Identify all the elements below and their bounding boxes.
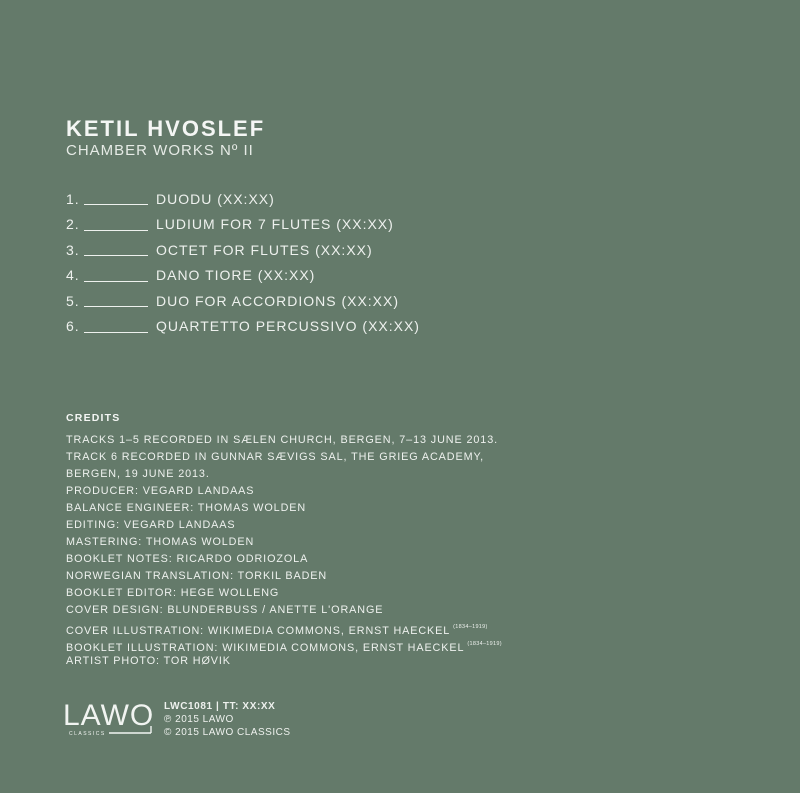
track-item (66, 237, 420, 263)
credit-line: MASTERING: THOMAS WOLDEN (66, 536, 255, 548)
track-list (66, 186, 420, 339)
catalog-number: LWC1081 | TT: XX:XX (164, 701, 276, 712)
track-title: LUDIUM FOR 7 FLUTES (XX:XX) (156, 216, 394, 233)
track-blank-line (84, 218, 148, 231)
track-blank-line (84, 243, 148, 256)
credit-text: BOOKLET ILLUSTRATION: WIKIMEDIA COMMONS, ERNST HAECKEL (66, 642, 465, 654)
track-title: OCTET FOR FLUTES (XX:XX) (156, 241, 373, 258)
track-title: DUO FOR ACCORDIONS (XX:XX) (156, 292, 400, 309)
track-item (66, 314, 420, 340)
track-blank-line (84, 320, 148, 333)
haeckel-years: (1834–1919) (467, 641, 502, 647)
credit-line: TRACK 6 RECORDED IN GUNNAR SÆVIGS SAL, THE GRIEG ACADEMY, (66, 451, 485, 463)
track-item (66, 212, 420, 238)
track-blank-line (84, 294, 148, 307)
credit-line: BALANCE ENGINEER: THOMAS WOLDEN (66, 502, 307, 514)
track-number: 2. (66, 216, 80, 233)
credit-line: TRACKS 1–5 RECORDED IN SÆLEN CHURCH, BERGEN, 7–13 JUNE 2013. (66, 434, 499, 446)
credit-line: PRODUCER: VEGARD LANDAAS (66, 485, 255, 497)
credit-line-booklet-illustration (66, 636, 502, 653)
credit-line-cover-illustration (66, 619, 502, 636)
track-number: 6. (66, 318, 80, 335)
track-number: 5. (66, 292, 80, 309)
credit-line: BOOKLET EDITOR: HEGE WOLLENG (66, 587, 280, 599)
copyright: © 2015 LAWO CLASSICS (164, 727, 291, 738)
credit-line: ARTIST PHOTO: TOR HØVIK (66, 655, 231, 667)
album-title: CHAMBER WORKS Nº II (66, 142, 254, 159)
track-number: 3. (66, 241, 80, 258)
credits-list (66, 432, 502, 670)
phonographic-copyright: ℗ 2015 LAWO (164, 714, 234, 725)
track-item (66, 263, 420, 289)
credits-heading: CREDITS (66, 412, 121, 424)
track-number: 1. (66, 190, 80, 207)
credit-line: BERGEN, 19 JUNE 2013. (66, 468, 210, 480)
track-item (66, 288, 420, 314)
track-item (66, 186, 420, 212)
track-title: QUARTETTO PERCUSSIVO (XX:XX) (156, 318, 420, 335)
credit-line: BOOKLET NOTES: RICARDO ODRIOZOLA (66, 553, 309, 565)
track-title: DANO TIORE (XX:XX) (156, 267, 316, 284)
credit-line: EDITING: VEGARD LANDAAS (66, 519, 236, 531)
credit-line: NORWEGIAN TRANSLATION: TORKIL BADEN (66, 570, 328, 582)
logo-subtitle: CLASSICS (69, 731, 106, 737)
haeckel-years: (1834–1919) (453, 624, 488, 630)
lawo-classics-logo (63, 697, 159, 737)
track-blank-line (84, 192, 148, 205)
credit-text: COVER ILLUSTRATION: WIKIMEDIA COMMONS, ERNST HAECKEL (66, 625, 451, 637)
composer-name: KETIL HVOSLEF (66, 116, 266, 141)
credit-line: COVER DESIGN: BLUNDERBUSS / ANETTE L'ORANGE (66, 604, 384, 616)
catalog-info (164, 700, 291, 739)
track-number: 4. (66, 267, 80, 284)
track-title: DUODU (XX:XX) (156, 190, 275, 207)
logo-wordmark: LAWO (63, 699, 155, 732)
track-blank-line (84, 269, 148, 282)
